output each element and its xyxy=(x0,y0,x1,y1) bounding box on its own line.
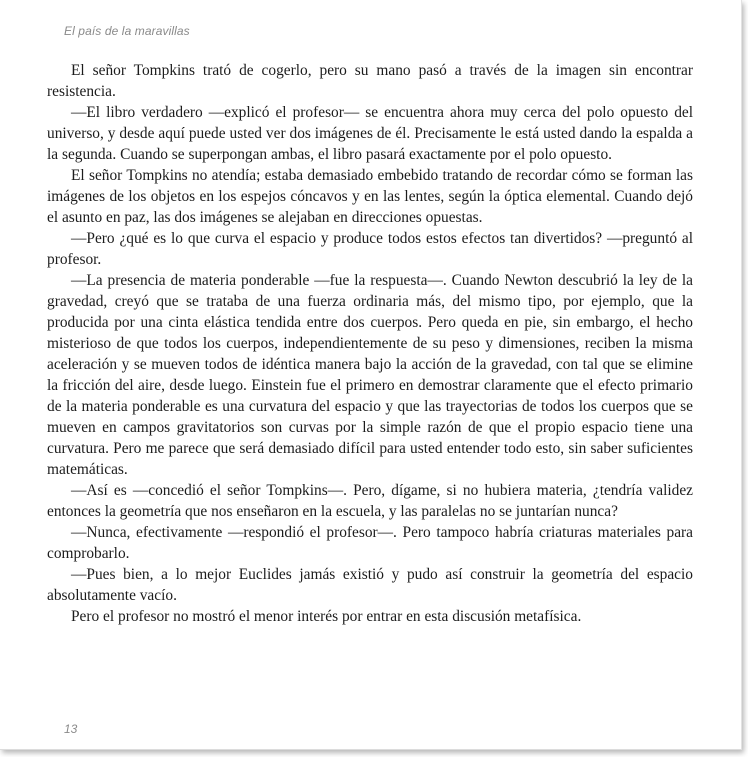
paragraph: —Así es —concedió el señor Tompkins—. Pero, dígame, si no hubiera materia, ¿tendría validez entonces la geometría que nos enseñaron en la escuela, y las paralelas no se juntarían nunca? xyxy=(47,482,693,520)
paragraph: —El libro verdadero —explicó el profesor— se encuentra ahora muy cerca del polo opuesto del universo, y desde aquí puede usted ver dos imágenes de él. Precisamente le está usted dando la espalda a la segunda. Cuando se superpongan ambas, el libro pasará exactamente por el polo opuesto. xyxy=(47,104,693,163)
paragraph: —Pues bien, a lo mejor Euclides jamás existió y pudo así construir la geometría del espacio absolutamente vacío. xyxy=(47,566,693,604)
running-header: El país de la maravillas xyxy=(64,24,190,38)
page-body-text xyxy=(47,60,693,627)
page-number: 13 xyxy=(64,722,78,736)
paragraph: —Pero ¿qué es lo que curva el espacio y produce todos estos efectos tan divertidos? —preguntó al profesor. xyxy=(47,230,693,268)
paragraph: El señor Tompkins no atendía; estaba demasiado embebido tratando de recordar cómo se forman las imágenes de los objetos en los espejos cóncavos y en las lentes, según la óptica elemental. Cuando dejó el asunto en paz, las dos imágenes se alejaban en direcciones opuestas. xyxy=(47,167,693,226)
paragraph: Pero el profesor no mostró el menor interés por entrar en esta discusión metafísica. xyxy=(71,608,582,625)
paragraph: El señor Tompkins trató de cogerlo, pero su mano pasó a través de la imagen sin encontrar resistencia. xyxy=(47,62,693,100)
paragraph: —Nunca, efectivamente —respondió el profesor—. Pero tampoco habría criaturas materiales para comprobarlo. xyxy=(47,524,693,562)
paragraph: —La presencia de materia ponderable —fue la respuesta—. Cuando Newton descubrió la ley de la gravedad, creyó que se trataba de una fuerza ordinaria más, del mismo tipo, por ejemplo, que la producida por una cinta elástica tendida entre dos cuerpos. Pero queda en pie, sin embargo, el hecho misterioso de que todos los cuerpos, independientemente de su peso y dimensiones, reciben la misma aceleración y se mueven todos de idéntica manera bajo la acción de la gravedad, con tal que se elimine la fricción del aire, desde luego. Einstein fue el primero en demostrar claramente que el efecto primario de la materia ponderable es una curvatura del espacio y que las trayectorias de todos los cuerpos que se mueven en campos gravitatorios son curvas por la simple razón de que el propio espacio tiene una curvatura. Pero me parece que será demasiado difícil para usted entender todo esto, sin saber suficientes matemáticas. xyxy=(47,272,693,478)
